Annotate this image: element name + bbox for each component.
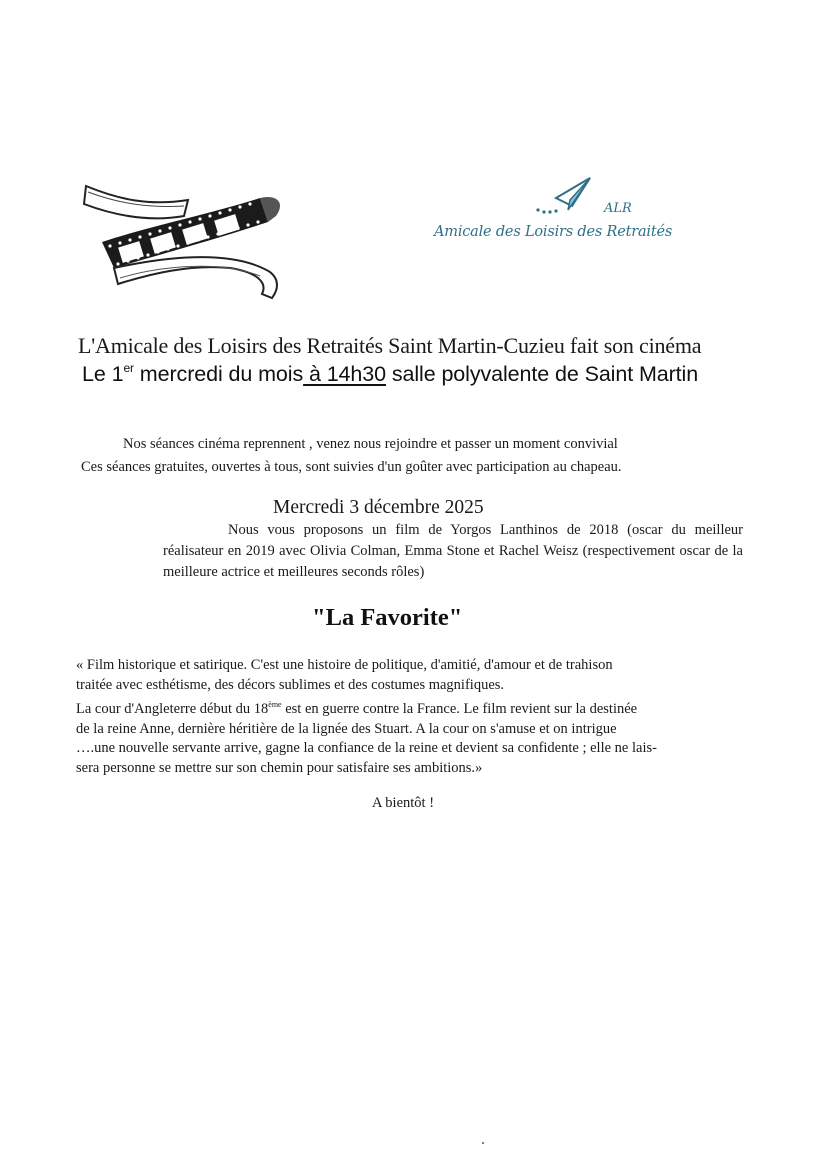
film-description: Nous vous proposons un film de Yorgos Lanthinos de 2018 (oscar du meilleur réalisateur en 2019 avec Olivia Colman, Emma Stone et Rachel Weisz (respectivement oscar de la meilleure actrice et meilleures seconds rôles) (163, 522, 743, 580)
schedule-pre: Le 1 (82, 362, 124, 386)
alr-abbreviation: ALR (604, 201, 632, 216)
page-headline: L'Amicale des Loisirs des Retraités Saint Martin-Cuzieu fait son cinéma (78, 333, 702, 358)
synopsis-line: traitée avec esthétisme, des décors sublimes et des costumes magnifiques. (76, 676, 505, 693)
event-date: Mercredi 3 décembre 2025 (273, 497, 484, 518)
film-title: "La Favorite" (312, 604, 463, 631)
synopsis (76, 656, 748, 779)
schedule-sup: er (123, 361, 134, 375)
synopsis-line3-pre: La cour d'Angleterre début du 18 (76, 701, 269, 718)
synopsis-line (76, 695, 748, 720)
paper-plane-icon (532, 176, 594, 218)
synopsis-line: de la reine Anne, dernière héritière de la lignée des Stuart. A la cour on s'amuse et on intrigue (76, 720, 617, 737)
schedule-line (82, 361, 698, 387)
film-strip-icon (80, 178, 292, 302)
intro-line-2: Ces séances gratuites, ouvertes à tous, sont suivies d'un goûter avec participation au chapeau. (81, 459, 622, 475)
synopsis-line3-post: est en guerre contre la France. Le film revient sur la destinée (281, 701, 638, 718)
schedule-time: à 14h30 (303, 362, 386, 386)
synopsis-line: ….une nouvelle servante arrive, gagne la confiance de la reine et devient sa confidente ; elle ne lais- (76, 740, 657, 757)
synopsis-line: sera personne se mettre sur son chemin pour satisfaire ses ambitions.» (76, 759, 483, 776)
schedule-mid: mercredi du mois (133, 362, 304, 386)
scan-dot (482, 1142, 484, 1144)
intro-line-1: Nos séances cinéma reprennent , venez nous rejoindre et passer un moment convivial (123, 436, 618, 452)
signoff: A bientôt ! (372, 795, 435, 811)
alr-name: Amicale des Loisirs des Retraités (434, 224, 673, 240)
synopsis-line3-sup: ème (268, 700, 282, 710)
schedule-post: salle polyvalente de Saint Martin (385, 362, 699, 386)
synopsis-line: « Film historique et satirique. C'est une histoire de politique, d'amitié, d'amour et de trahison (76, 657, 613, 673)
